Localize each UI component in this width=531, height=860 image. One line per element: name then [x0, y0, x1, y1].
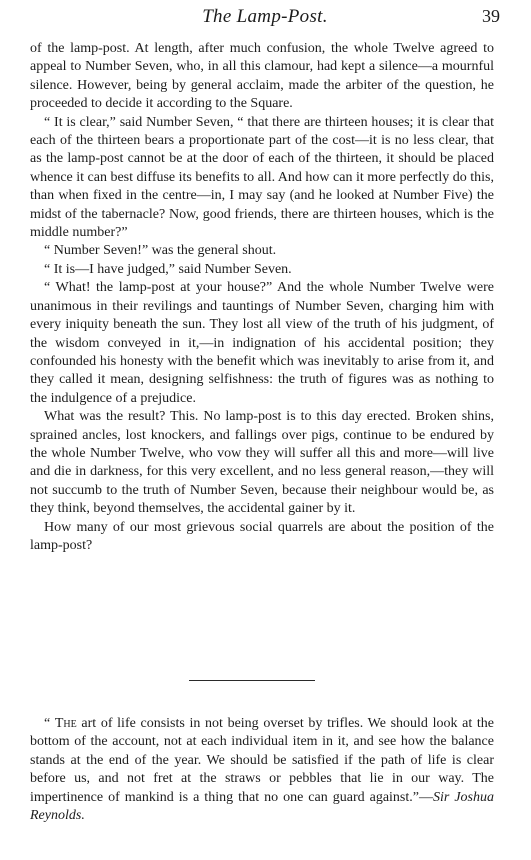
body-text — [30, 40, 494, 555]
paragraph-3: “ Number Seven!” was the general shout. — [44, 243, 277, 259]
closing-quote — [30, 715, 494, 825]
quote-body: art of life consists in not being overset by trifles. We should look at the bottom of the account, not at each individual item in it, and see how the balance stands at the end of the year. We should be satisfied if the path of life is clear before us, and not fret at the straws or pebbles that lie in our way. The impertinence of mankind is a thing that no one can guard against.”— — [30, 716, 494, 805]
paragraph-4: “ It is—I have judged,” said Number Seven. — [44, 261, 292, 277]
running-title: The Lamp-Post. — [202, 6, 328, 27]
page-number: 39 — [482, 6, 500, 26]
paragraph-6: What was the result? This. No lamp-post is to this day erected. Broken shins, sprained ancles, lost knockers, and fallings over pigs, continue to be endured by the whole Number Twelve, who vow they will suffer all this and more—will live and die in darkness, for this very excellent, and no less general reason,—they will not succumb to the truth of Number Seven, because their neighbour would be, as they think, beyond themselves, the accidental gainer by it. — [30, 409, 494, 517]
paragraph-1: of the lamp-post. At length, after much confusion, the whole Twelve agreed to appeal to Number Seven, who, in all this clamour, had kept a silence—a mournful silence. However, being by general acclaim, made the arbiter of the question, he proceeded to decide it according to the Square. — [30, 41, 494, 112]
quote-opening-mark: “ — [44, 716, 55, 731]
paragraph-5: “ What! the lamp-post at your house?” And the whole Number Twelve were unanimous in their revilings and tauntings of Number Seven, charging him with every iniquity beneath the sun. They lost all view of the truth of his judgment, of the wisdom conveyed in it,—in indignation of his accidental position; they confounded his honesty with the benefit which was inevitably to arise from it, and they called it mean, designing selfishness: the truth of figures was as nothing to the indulgence of a prejudice. — [30, 280, 494, 406]
paragraph-7: How many of our most grievous social quarrels are about the position of the lamp-post? — [30, 519, 494, 553]
quote-lead-word: The — [54, 716, 77, 731]
quote-attribution: Sir Joshua Reynolds. — [30, 789, 495, 824]
quote-paragraph — [30, 715, 494, 825]
paragraph-2: “ It is clear,” said Number Seven, “ that there are thirteen houses; it is clear that each of the thirteen bears a proportionate part of the cost—it is no less clear, that as the lamp-post cannot be at the door of each of the thirteen, it should be placed whence it can best diffuse its benefits to all. And how can it more perfectly do this, than when fixed in the centre—in, I may say (and he looked at Number Five) the midst of the tabernacle? Now, good friends, there are thirteen houses, which is the middle number?” — [30, 114, 494, 241]
running-head — [30, 6, 500, 30]
section-divider-rule — [189, 680, 315, 681]
